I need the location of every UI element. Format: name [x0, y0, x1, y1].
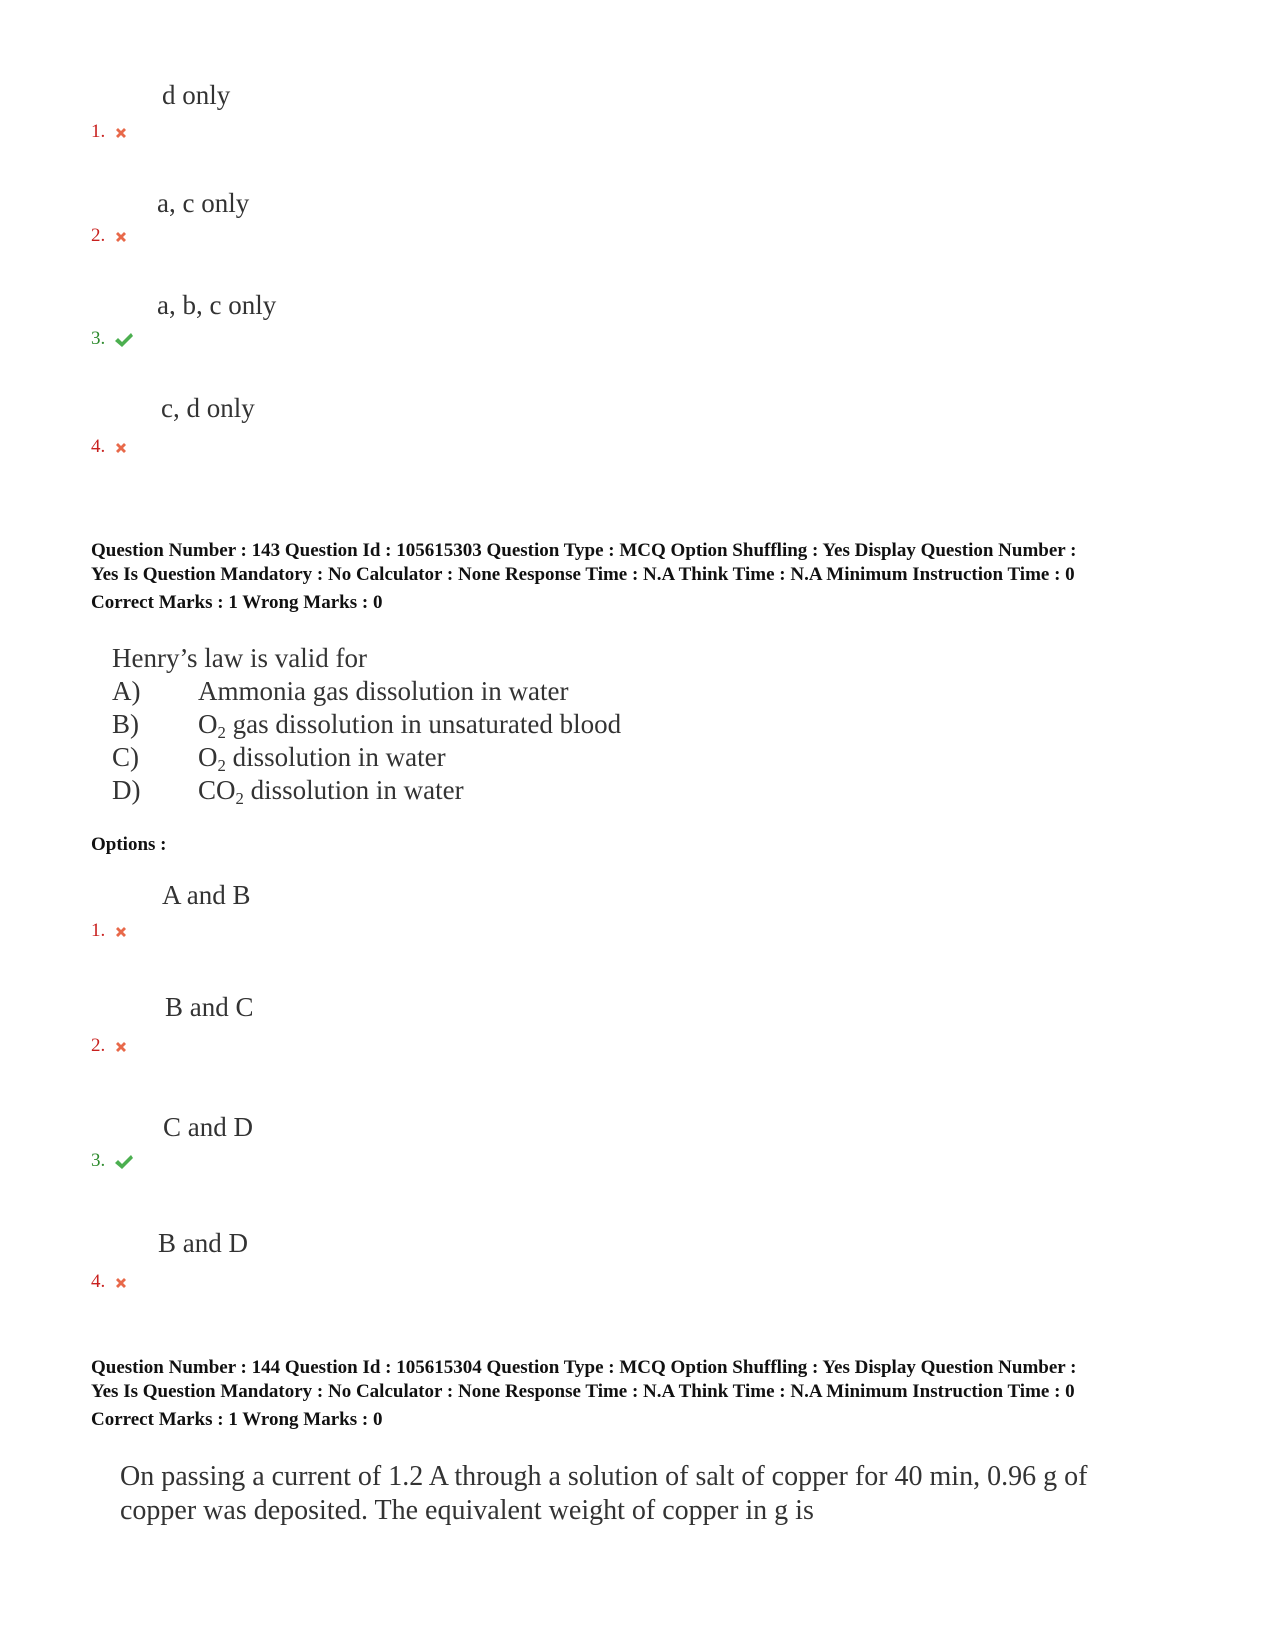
statement-text: $CO_2$ dissolution in water	[198, 775, 464, 809]
question-body	[120, 1460, 1087, 1528]
cross-icon	[114, 441, 128, 455]
question-text: Henry’s law is valid for	[112, 643, 367, 673]
option-text: C and D	[163, 1112, 253, 1142]
option-text: c, d only	[161, 393, 255, 423]
question-meta-line: Question Number : 144 Question Id : 105615304 Question Type : MCQ Option Shuffling : Yes Display Question Number :	[91, 1357, 1077, 1378]
option-number-label: 2.	[91, 225, 106, 246]
cross-icon	[114, 1040, 128, 1054]
option-number-label: 4.	[91, 436, 106, 457]
option-number-label: 3.	[91, 1150, 106, 1171]
question-body	[112, 642, 622, 809]
check-icon	[114, 332, 134, 348]
question-text: copper was deposited. The equivalent weight of copper in g is	[120, 1495, 814, 1526]
statement-label: C)	[112, 742, 139, 772]
option-number-label: 3.	[91, 328, 106, 349]
option-number-label: 1.	[91, 121, 106, 142]
option-number	[91, 225, 128, 247]
options-label: Options :	[91, 834, 167, 855]
statement-item	[112, 675, 569, 708]
check-icon	[114, 1154, 134, 1170]
option-text: a, b, c only	[157, 290, 277, 320]
statement-text: Ammonia gas dissolution in water	[198, 676, 569, 706]
statement-item	[112, 708, 622, 743]
statement-label: A)	[112, 676, 141, 706]
option-text: a, c only	[157, 188, 250, 218]
option-text: B and C	[165, 992, 254, 1022]
statement-label: B)	[112, 709, 139, 739]
option-number	[91, 328, 134, 350]
option-number-label: 2.	[91, 1035, 106, 1056]
option-number	[91, 121, 128, 143]
question-marks: Correct Marks : 1 Wrong Marks : 0	[91, 1409, 383, 1430]
statement-label: D)	[112, 775, 141, 805]
statement-item	[112, 741, 446, 776]
question-meta	[91, 1356, 1191, 1432]
cross-icon	[114, 925, 128, 939]
option-number-label: 1.	[91, 920, 106, 941]
option-number	[91, 1271, 128, 1293]
option-number-label: 4.	[91, 1271, 106, 1292]
option-text: d only	[162, 80, 231, 110]
option-number	[91, 1035, 128, 1057]
question-marks: Correct Marks : 1 Wrong Marks : 0	[91, 592, 383, 613]
question-meta-line: Yes Is Question Mandatory : No Calculator : None Response Time : N.A Think Time : N.A Minimum Instruction Time : 0	[91, 564, 1075, 585]
option-text: B and D	[158, 1228, 248, 1258]
statement-item	[112, 774, 464, 809]
question-meta	[91, 539, 1191, 615]
cross-icon	[114, 230, 128, 244]
option-number	[91, 436, 128, 458]
cross-icon	[114, 126, 128, 140]
question-meta-line: Question Number : 143 Question Id : 105615303 Question Type : MCQ Option Shuffling : Yes Display Question Number :	[91, 540, 1077, 561]
question-text: On passing a current of 1.2 A through a solution of salt of copper for 40 min, 0.96 g of	[120, 1461, 1088, 1492]
option-number	[91, 920, 128, 942]
option-text: A and B	[162, 880, 251, 910]
option-number	[91, 1150, 134, 1172]
statement-text: $O_2$ dissolution in water	[198, 742, 446, 776]
question-meta-line: Yes Is Question Mandatory : No Calculator : None Response Time : N.A Think Time : N.A Minimum Instruction Time : 0	[91, 1381, 1075, 1402]
statement-text: $O_2$ gas dissolution in unsaturated blood	[198, 709, 622, 743]
cross-icon	[114, 1276, 128, 1290]
